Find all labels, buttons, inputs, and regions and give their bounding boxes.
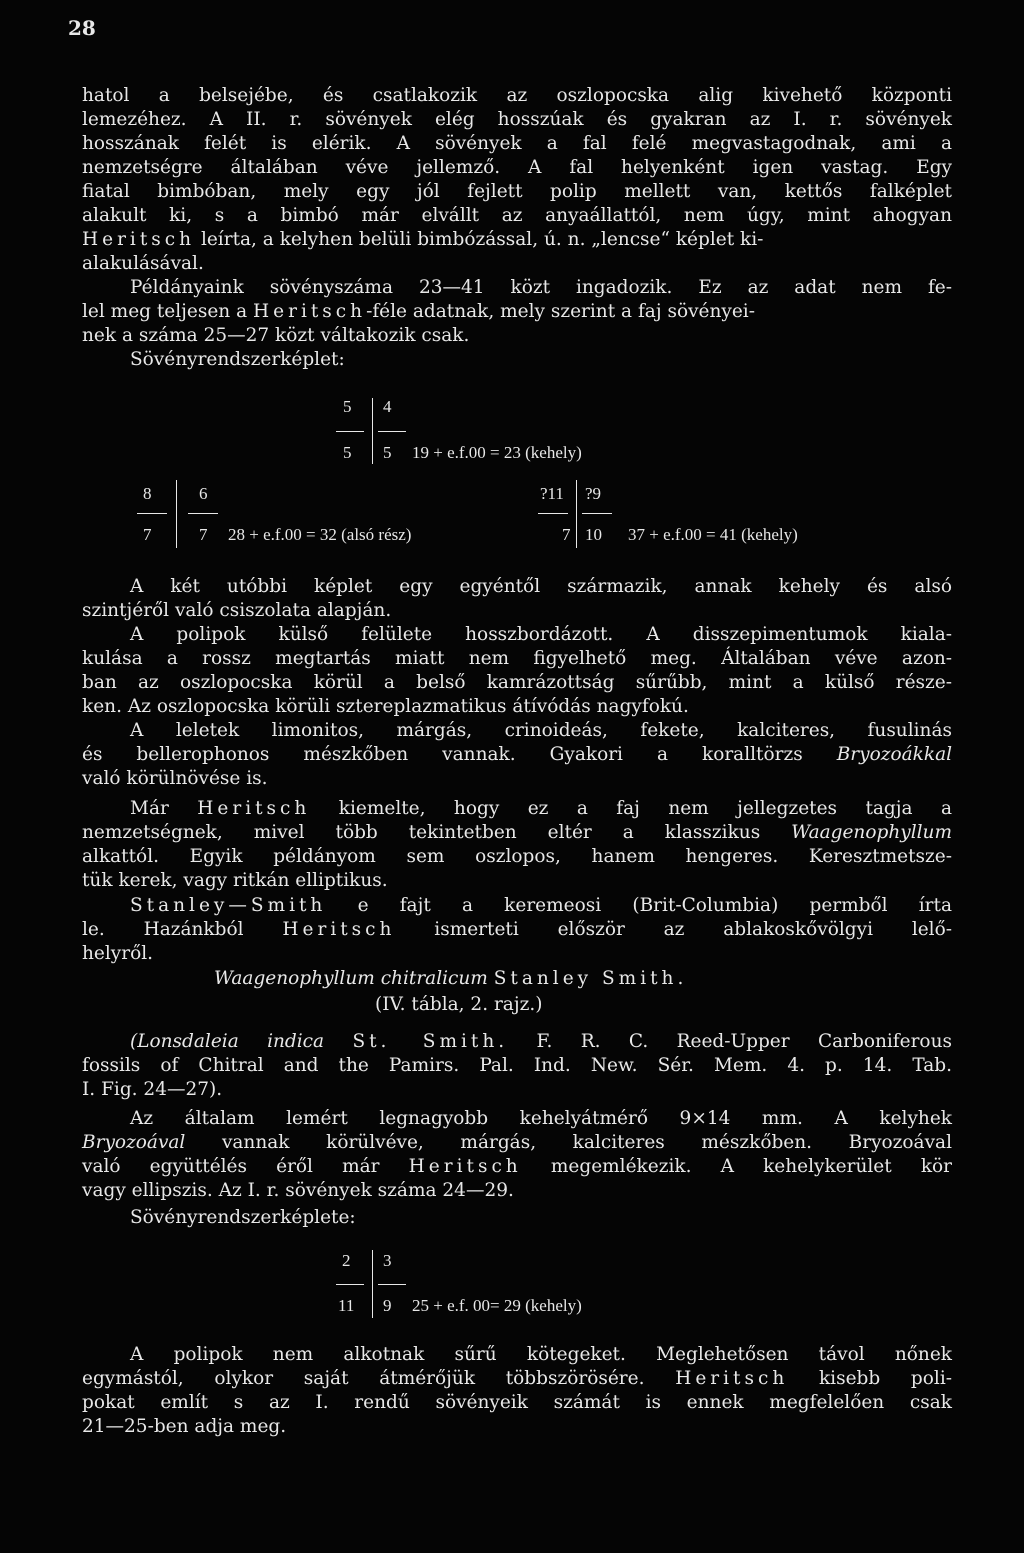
text-run: -féle adatnak, mely szerint a faj sövényei- [366,301,755,322]
formula-value: 7 [562,525,571,544]
author-name: Heritsch [82,229,196,250]
text-run: kiemelte, hogy ez a faj nem jellegzetes tagja a [338,798,952,819]
text-line: kulása a rossz megtartás miatt nem figyelhető meg. Általában véve azon- [82,648,952,669]
text-line: alkattól. Egyik példányom sem oszlopos, hanem hengeres. Keresztmetsze- [82,846,952,867]
taxon-name: (Lonsdaleia indica [130,1031,325,1052]
formula-value: ?9 [585,484,602,503]
species-title [214,967,687,991]
text-line: I. Fig. 24—27). [82,1079,223,1100]
text-line [82,1155,952,1179]
text-run: le. Hazánkból [82,919,244,940]
formula-total: 19 + e.f.00 = 23 (kehely) [412,443,582,462]
formula-value: 4 [383,397,392,416]
text-run: kisebb poli- [818,1368,952,1389]
text-line: hatol a belsejébe, és csatlakozik az oszlopocska alig kivehető központi [82,85,952,106]
text-line [82,918,952,942]
author-name: St. Smith. [352,1031,509,1052]
author-name: Heritsch [253,301,367,322]
text-line: A két utóbbi képlet egy egyéntől származik, annak kehely és alsó [130,576,952,597]
formula-divider [538,513,568,514]
formula-value: 9 [383,1296,392,1315]
formula-divider [582,513,612,514]
text-line [130,797,952,821]
text-run: ismerteti először az ablakoskővölgyi lelő- [434,919,952,940]
text-line [82,743,952,767]
formula-divider [372,398,373,464]
text-line: helyről. [82,943,154,964]
formula-value: 2 [342,1251,351,1270]
text-line: 21—25-ben adja meg. [82,1416,287,1437]
author-name: Heritsch [197,798,311,819]
formula-total: 25 + e.f. 00= 29 (kehely) [412,1296,582,1315]
formula-value: 7 [199,525,208,544]
text-run: Már [130,798,169,819]
text-line: Példányaink sövényszáma 23—41 közt ingadozik. Ez az adat nem fe- [130,277,952,298]
formula-total: 37 + e.f.00 = 41 (kehely) [628,525,798,544]
text-line: A leletek limonitos, márgás, crinoideás, fekete, kalciteres, fusulinás [130,720,952,741]
formula-value: 10 [585,525,602,544]
formula-value: 7 [143,525,152,544]
formula-value: ?11 [540,484,564,503]
author-name: Stanley Smith. [493,968,688,989]
text-run: megemlékezik. A kehelykerület kör [550,1156,953,1177]
text-line [82,300,952,324]
text-line: A polipok nem alkotnak sűrű kötegeket. Meglehetősen távol nőnek [130,1344,952,1365]
text-line: Az általam lemért legnagyobb kehelyátmérő 9×14 mm. A kelyhek [130,1108,952,1129]
taxon-name: Bryozoával [82,1132,186,1153]
text-line: tük kerek, vagy ritkán elliptikus. [82,870,388,891]
taxon-name: Bryozoákkal [836,744,953,765]
formula-divider [378,1284,406,1285]
text-run: egymástól, olykor saját átmérőjük többszörösére. [82,1368,645,1389]
taxon-name: Waagenophyllum chitralicum [214,968,488,989]
author-name: Stanley—Smith [130,895,327,916]
text-run: lel meg teljesen a [82,301,248,322]
section-heading: Sövényrendszerképlet: [130,349,345,370]
text-line: fiatal bimbóban, mely egy jól fejlett polip mellett van, kettős falképlet [82,181,952,202]
section-heading: Sövényrendszerképlete: [130,1207,356,1228]
text-line [82,228,952,252]
text-line: ken. Az oszlopocska körüli sztereplazmatikus átívódás nagyfokú. [82,696,689,717]
text-line [82,1367,952,1391]
formula-value: 5 [343,397,352,416]
page-number: 28 [68,16,96,40]
text-line [82,821,952,845]
author-name: Heritsch [408,1156,522,1177]
text-line: nek a száma 25—27 közt váltakozik csak. [82,325,470,346]
formula-divider [378,431,406,432]
formula-divider [176,480,177,548]
text-line: vagy ellipszis. Az I. r. sövények száma 24—29. [82,1180,514,1201]
text-line: alakulásával. [82,253,204,274]
formula-divider [336,431,364,432]
text-line: alakult ki, s a bimbó már elvállt az anyaállattól, nem úgy, mint ahogyan [82,205,952,226]
text-line: való körülnövése is. [82,768,268,789]
formula-divider [188,513,218,514]
text-line: lemezéhez. A II. r. sövények elég hosszúak és gyakran az I. r. sövények [82,109,952,130]
formula-divider [137,513,167,514]
text-line: nemzetségre általában véve jellemző. A fal helyenként igen vastag. Egy [82,157,952,178]
text-line: ban az oszlopocska körül a belső kamrázottság sűrűbb, mint a külső része- [82,672,952,693]
text-line: szintjéről való csiszolata alapján. [82,600,392,621]
text-line: A polipok külső felülete hosszbordázott. A disszepimentumok kiala- [130,624,952,645]
formula-value: 6 [199,484,208,503]
author-name: Heritsch [675,1368,789,1389]
formula-divider [576,480,577,548]
text-run: e fajt a keremeosi (Brit-Columbia) permből írta [357,895,952,916]
text-run: való együttélés éről már [82,1156,380,1177]
text-line: pokat említ s az I. rendű sövényeik számát is ennek megfelelően csak [82,1392,952,1413]
text-run: nemzetségnek, mivel több tekintetben eltér a klasszikus [82,822,761,843]
formula-value: 3 [383,1251,392,1270]
text-run: és bellerophonos mészkőben vannak. Gyakori a koralltörzs [82,744,803,765]
text-line: hosszának felét is elérik. A sövények a fal felé megvastagodnak, ami a [82,133,952,154]
formula-total: 28 + e.f.00 = 32 (alsó rész) [228,525,412,544]
text-run: F. R. C. Reed-Upper Carboniferous [536,1031,952,1052]
formula-divider [336,1284,364,1285]
text-run: vannak körülvéve, márgás, kalciteres mészkőben. Bryozoával [221,1132,952,1153]
text-line [82,1131,952,1155]
text-line [130,1030,952,1054]
plate-reference: (IV. tábla, 2. rajz.) [375,994,543,1015]
text-run: leírta, a kelyhen belüli bimbózással, ú. n. „lencse“ képlet ki- [200,229,764,250]
formula-value: 11 [338,1296,355,1315]
author-name: Heritsch [282,919,396,940]
formula-value: 5 [383,443,392,462]
formula-value: 8 [143,484,152,503]
text-line: fossils of Chitral and the Pamirs. Pal. Ind. New. Sér. Mem. 4. p. 14. Tab. [82,1055,952,1076]
formula-value: 5 [343,443,352,462]
text-line [130,894,952,918]
formula-divider [372,1250,373,1318]
taxon-name: Waagenophyllum [791,822,952,843]
